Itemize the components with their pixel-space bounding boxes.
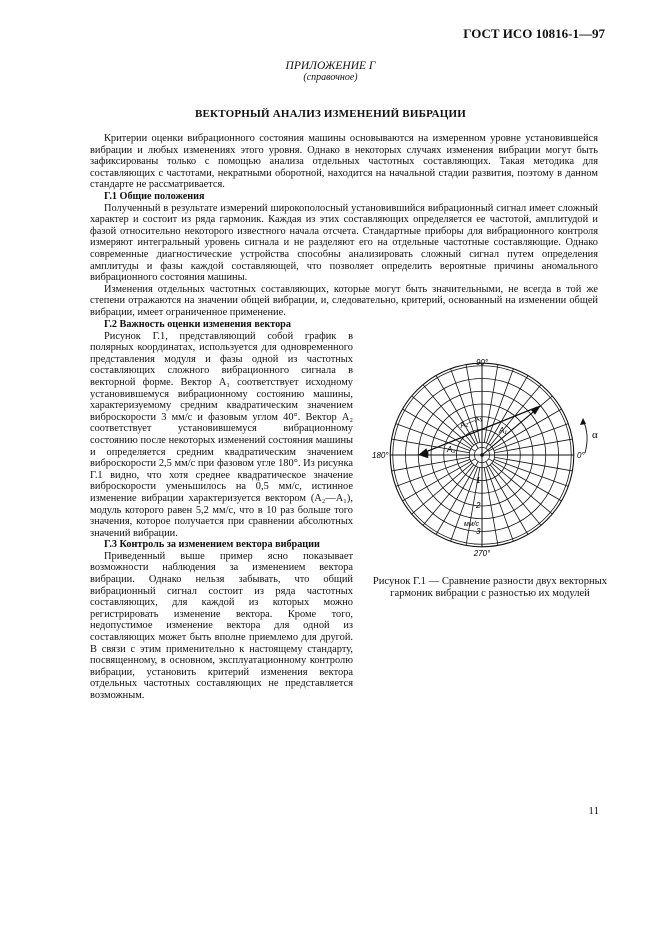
- polar-figure: [360, 340, 630, 570]
- figure-caption: Рисунок Г.1 — Сравнение разности двух векторных гармоник вибрации с разностью их модулей: [372, 576, 608, 599]
- left-column-text: [90, 319, 353, 702]
- polar-diagram: [360, 340, 630, 570]
- appendix-subtitle: (справочное): [303, 72, 358, 83]
- intro-paragraph: Критерии оценки вибрационного состояния машины основываются на измеренном уровне установившейся вибрации и любых изменениях этого уровня. Однако в некоторых случаях изменения вибрации могут быть зафиксированы только с помощью анализа отдельных частотных составляющих. Такая методика для составляющих с частотами, некратными оборотной, находится на начальной стадии развития, поэтому в данном стандарте не рассматривается.: [90, 133, 598, 191]
- rotation-arrowhead-icon: [580, 418, 586, 425]
- label-180: 180°: [372, 451, 389, 460]
- section-heading-g3: Г.3 Контроль за изменением вектора вибрации: [104, 539, 320, 551]
- label-90: 90°: [475, 358, 489, 367]
- document-code: ГОСТ ИСО 10816-1—97: [463, 26, 605, 41]
- page-title: ВЕКТОРНЫЙ АНАЛИЗ ИЗМЕНЕНИЙ ВИБРАЦИИ: [194, 108, 467, 120]
- vector-label-a2: A₂: [447, 445, 456, 454]
- full-width-text: [90, 133, 598, 319]
- section-heading-g2: Г.2 Важность оценки изменения вектора: [104, 319, 291, 330]
- appendix-title: ПРИЛОЖЕНИЕ Г: [285, 60, 376, 72]
- vector-label-a1: A₁: [499, 426, 507, 435]
- paragraph: Полученный в результате измерений широкополосный установившийся вибрационный сигнал имеет сложный характер и состоит из ряда гармоник. Каждая из этих составляющих определяется ее частотой, амплитудой и фазой относительно некоторого известного начала отсчета. Стандартные приборы для вибрационного контроля измеряют интегральный уровень сигнала и не разделяют его на отдельные частотные составляющие. Однако современные диагностические устройства способны анализировать сложный сигнал путем определения амплитуды и фазы каждой составляющей, что позволяет определить вероятные причины аномального вибрационного состояния машины.: [90, 202, 598, 284]
- radius-label-1: 1: [476, 476, 481, 485]
- radius-label-2: 2: [476, 501, 481, 510]
- paragraph: Рисунок Г.1, представляющий собой график в полярных координатах, используется для одновременного представления модуля и фазы одной из частотных составляющих сложного вибрационного сигнала в векторной форме. Вектор A₁ соответствует исходному установившемуся вибрационному состоянию машины, характеризуемому средним квадратическим значением виброскорости 3 мм/с и фазовым углом 40°. Вектор A₂ соответствует установившемуся вибрационному состоянию после некоторых изменений состояния машины и определяется средним квадратическим значением виброскорости 2,5 мм/с при фазовом угле 180°. Из рисунка Г.1 видно, что хотя среднее квадратическое значение виброскорости уменьшилось на 0,5 мм/с, истинное изменение вибрации характеризуется вектором (A₂—A₁), модуль которого равен 5,2 мм/с, что в 10 раз больше того значения, которое получается при сравнении абсолютных значений вибрации.: [90, 330, 353, 539]
- radius-label-3: 3: [476, 527, 481, 536]
- difference-label: A₂—A₁: [458, 413, 483, 430]
- alpha-label: α: [592, 429, 598, 441]
- page-number: 11: [588, 805, 599, 817]
- appendix-heading: [0, 60, 661, 84]
- label-270: 270°: [473, 549, 491, 558]
- rotation-arrow-icon: [583, 420, 587, 453]
- label-0: 0°: [577, 451, 585, 460]
- unit-label: мм/с: [464, 521, 480, 528]
- section-heading-g1: Г.1 Общие положения: [104, 190, 205, 202]
- paragraph: Приведенный выше пример ясно показывает возможности наблюдения за изменением вектора вибрации. Однако нельзя забывать, что общий вибрационный сигнал состоит из ряда частотных составляющих, для каждой из которых можно регистрировать изменение вектора. Кроме того, недопустимое изменение вектора для одной из составляющих может быть вполне приемлемо для другой. В связи с этим применительно к настоящему стандарту, посвященному, в основном, эксплуатационному контролю вибрации, установить критерий изменения вектора отдельных частотных составляющих не представляется возможным.: [90, 550, 353, 701]
- paragraph: Изменения отдельных частотных составляющих, которые могут быть значительными, не всегда в той же степени отражаются на значении общей вибрации, и, следовательно, критерий, основанный на изменении общей вибрации, имеет ограниченное применение.: [90, 283, 598, 318]
